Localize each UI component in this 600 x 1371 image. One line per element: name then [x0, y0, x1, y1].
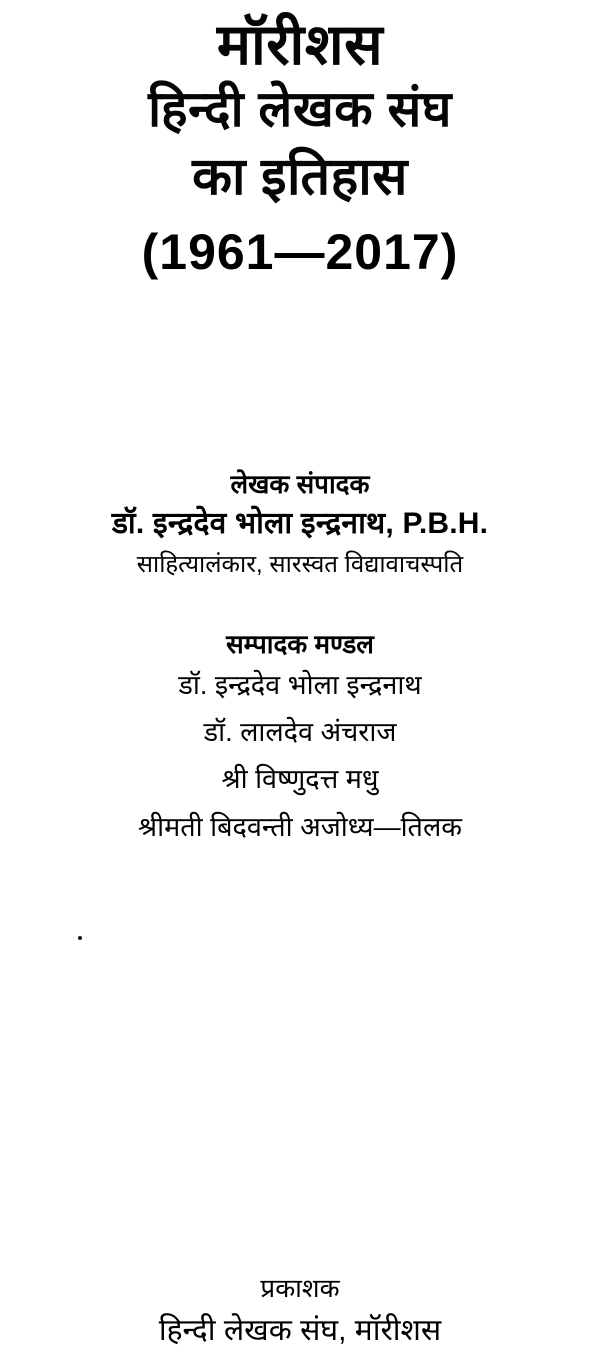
editorial-board-label: सम्पादक मण्डल [226, 628, 374, 659]
publisher-label: प्रकाशक [260, 1273, 340, 1303]
editorial-board-section [0, 627, 600, 851]
editorial-board-member: श्रीमती बिदवन्ती अजोध्य—तिलक [138, 811, 462, 842]
book-title [0, 14, 600, 290]
title-line-1: मॉरीशस [216, 13, 384, 77]
publisher-name: हिन्दी लेखक संघ, मॉरीशस [158, 1314, 442, 1347]
editorial-board-member: डॉ. इन्द्रदेव भोला इन्द्रनाथ [178, 669, 422, 700]
author-honorifics: साहित्यालंकार, सारस्वत विद्यावाचस्पति [136, 551, 464, 579]
title-year-range: (1961—2017) [141, 223, 459, 280]
title-line-2: हिन्दी लेखक संघ [148, 80, 452, 137]
editorial-board-member: श्री विष्णुदत्त मधु [221, 764, 379, 795]
stray-dot-mark [78, 936, 82, 940]
author-name: डॉ. इन्द्रदेव भोला इन्द्रनाथ, P.B.H. [111, 507, 489, 541]
title-line-3: का इतिहास [192, 147, 408, 206]
author-role-label: लेखक संपादक [230, 468, 370, 499]
author-section [0, 468, 600, 585]
publisher-section [0, 1269, 600, 1353]
editorial-board-member: डॉ. लालदेव अंचराज [203, 717, 397, 748]
